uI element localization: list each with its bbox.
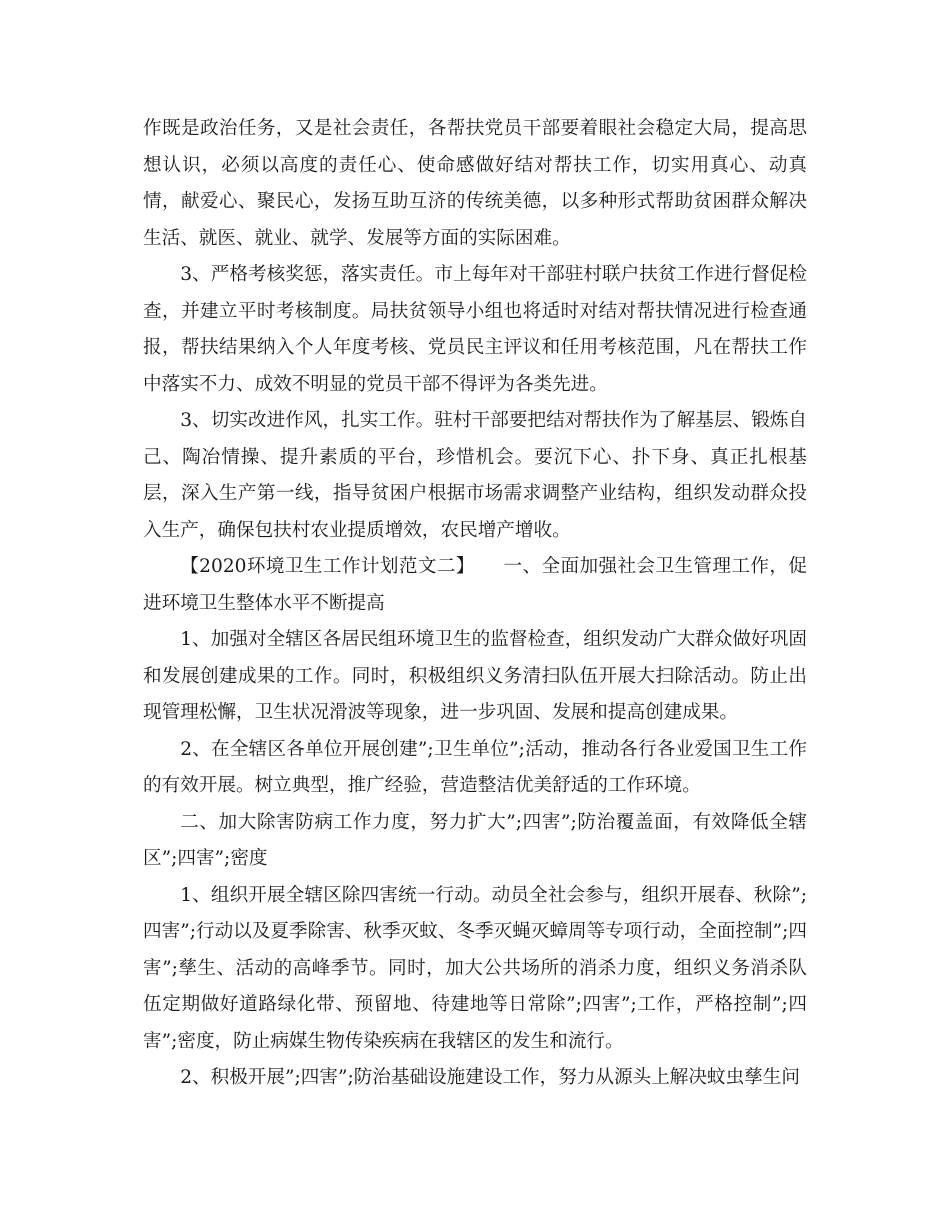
paragraph-7: 二、加大除害防病工作力度，努力扩大”;四害”;防治覆盖面，有效降低全辖区”;四害”;密度 [143,811,807,869]
paragraph-1: 作既是政治任务，又是社会责任，各帮扶党员干部要着眼社会稳定大局，提高思想认识，必须以高度的责任心、使命感做好结对帮扶工作，切实用真心、动真情，献爱心、聚民心，发扬互助互济的传统美德，以多种形式帮助贫困群众解决生活、就医、就业、就学、发展等方面的实际困难。 [143,118,807,249]
section-heading-paragraph: 【2020环境卫生工作计划范文二】 一、全面加强社会卫生管理工作，促进环境卫生整体水平不断提高 [143,556,807,614]
paragraph-8: 1、组织开展全辖区除四害统一行动。动员全社会参与，组织开展春、秋除”;四害”;行动以及夏季除害、秋季灭蚊、冬季灭蝇灭蟑周等专项行动，全面控制”;四害”;孳生、活动的高峰季节。同时，加大公共场所的消杀力度，组织义务消杀队伍定期做好道路绿化带、预留地、待建地等日常除”;四害”;工作，严格控制”;四害”;密度，防止病媒生物传染疾病在我辖区的发生和流行。 [143,884,807,1052]
document-page [143,111,807,1097]
paragraph-2: 3、严格考核奖惩，落实责任。市上每年对干部驻村联户扶贫工作进行督促检查，并建立平时考核制度。局扶贫领导小组也将适时对结对帮扶情况进行检查通报，帮扶结果纳入个人年度考核、党员民主评议和任用考核范围，凡在帮扶工作中落实不力、成效不明显的党员干部不得评为各类先进。 [143,264,807,395]
paragraph-6: 2、在全辖区各单位开展创建”;卫生单位”;活动，推动各行各业爱国卫生工作的有效开展。树立典型，推广经验，营造整洁优美舒适的工作环境。 [143,738,807,796]
paragraph-9: 2、积极开展”;四害”;防治基础设施建设工作，努力从源头上解决蚊虫孳生问 [180,1067,800,1088]
paragraph-5: 1、加强对全辖区各居民组环境卫生的监督检查，组织发动广大群众做好巩固和发展创建成果的工作。同时，积极组织义务清扫队伍开展大扫除活动。防止出现管理松懈，卫生状况滑波等现象，进一步巩固、发展和提高创建成果。 [143,629,807,723]
paragraph-3: 3、切实改进作风，扎实工作。驻村干部要把结对帮扶作为了解基层、锻炼自己、陶冶情操、提升素质的平台，珍惜机会。要沉下心、扑下身、真正扎根基层，深入生产第一线，指导贫困户根据市场需求调整产业结构，组织发动群众投入生产，确保包扶村农业提质增效，农民增产增收。 [143,410,807,541]
